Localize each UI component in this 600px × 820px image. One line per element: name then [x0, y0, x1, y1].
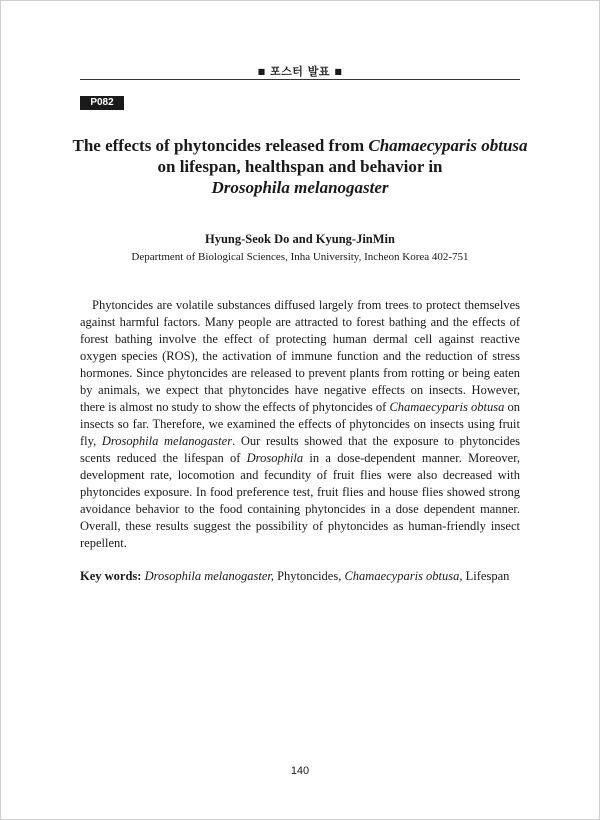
title-species: Chamaecyparis obtusa — [368, 136, 528, 155]
square-bullet-icon: ■ — [257, 67, 266, 76]
keywords — [80, 568, 520, 585]
title-text: on lifespan, healthspan and behavior in — [157, 157, 443, 176]
square-bullet-icon: ■ — [334, 67, 343, 76]
keyword: Drosophila melanogaster, — [144, 569, 274, 583]
keyword: Lifespan — [462, 569, 510, 583]
abstract-species: Drosophila melanogaster — [101, 434, 233, 448]
poster-id-badge: P082 — [80, 96, 124, 110]
abstract-species: Chamaecyparis obtusa — [389, 400, 505, 414]
header-divider — [80, 79, 520, 80]
section-title: 포스터 발표 — [270, 65, 330, 78]
authors: Hyung-Seok Do and Kyung-JinMin — [205, 232, 395, 246]
abstract — [80, 297, 520, 552]
keyword: Phytoncides, — [273, 569, 345, 583]
title-text: The effects of phytoncides released from — [72, 136, 369, 155]
abstract-text: in a dose-dependent manner. Moreover, development rate, locomotion and fecundity of fruit flies were also decreased with phytoncides exposure. In food preference test, fruit flies and house flies showed strong avoidance behavior to the food containing phytoncides in a dose dependent manner. Overall, these results suggest the possibility of phytoncides as human-friendly insect repellent. — [80, 451, 520, 550]
abstract-text: . Our results showed that the exposure to phytoncides scents reduced the lifespan of — [80, 434, 520, 465]
keyword: Chamaecyparis obtusa, — [344, 569, 463, 583]
section-header — [80, 63, 520, 79]
page-number: 140 — [290, 765, 310, 777]
title-species: Drosophila melanogaster — [211, 178, 389, 197]
abstract-species: Drosophila — [246, 451, 304, 465]
affiliation: Department of Biological Sciences, Inha University, Incheon Korea 402-751 — [131, 251, 469, 263]
abstract-text: Phytoncides are volatile substances diffused largely from trees to protect themselves against harmful factors. Many people are attracted to forest bathing and the effects of forest bathing involve the effect of protecting human dermal cell against reactive oxygen species (ROS), the activation of immune function and the reduction of stress hormones. Since phytoncides are released to prevent plants from rotting or being eaten by animals, we expect that phytoncides have negative effects on insects. However, there is almost no study to show the effects of phytoncides of — [80, 298, 520, 414]
keywords-label: Key words: — [80, 569, 142, 583]
paper-title — [70, 135, 530, 198]
abstract-text: on insects so far. Therefore, we examined the effects of phytoncides on insects using fruit fly, — [80, 400, 520, 448]
